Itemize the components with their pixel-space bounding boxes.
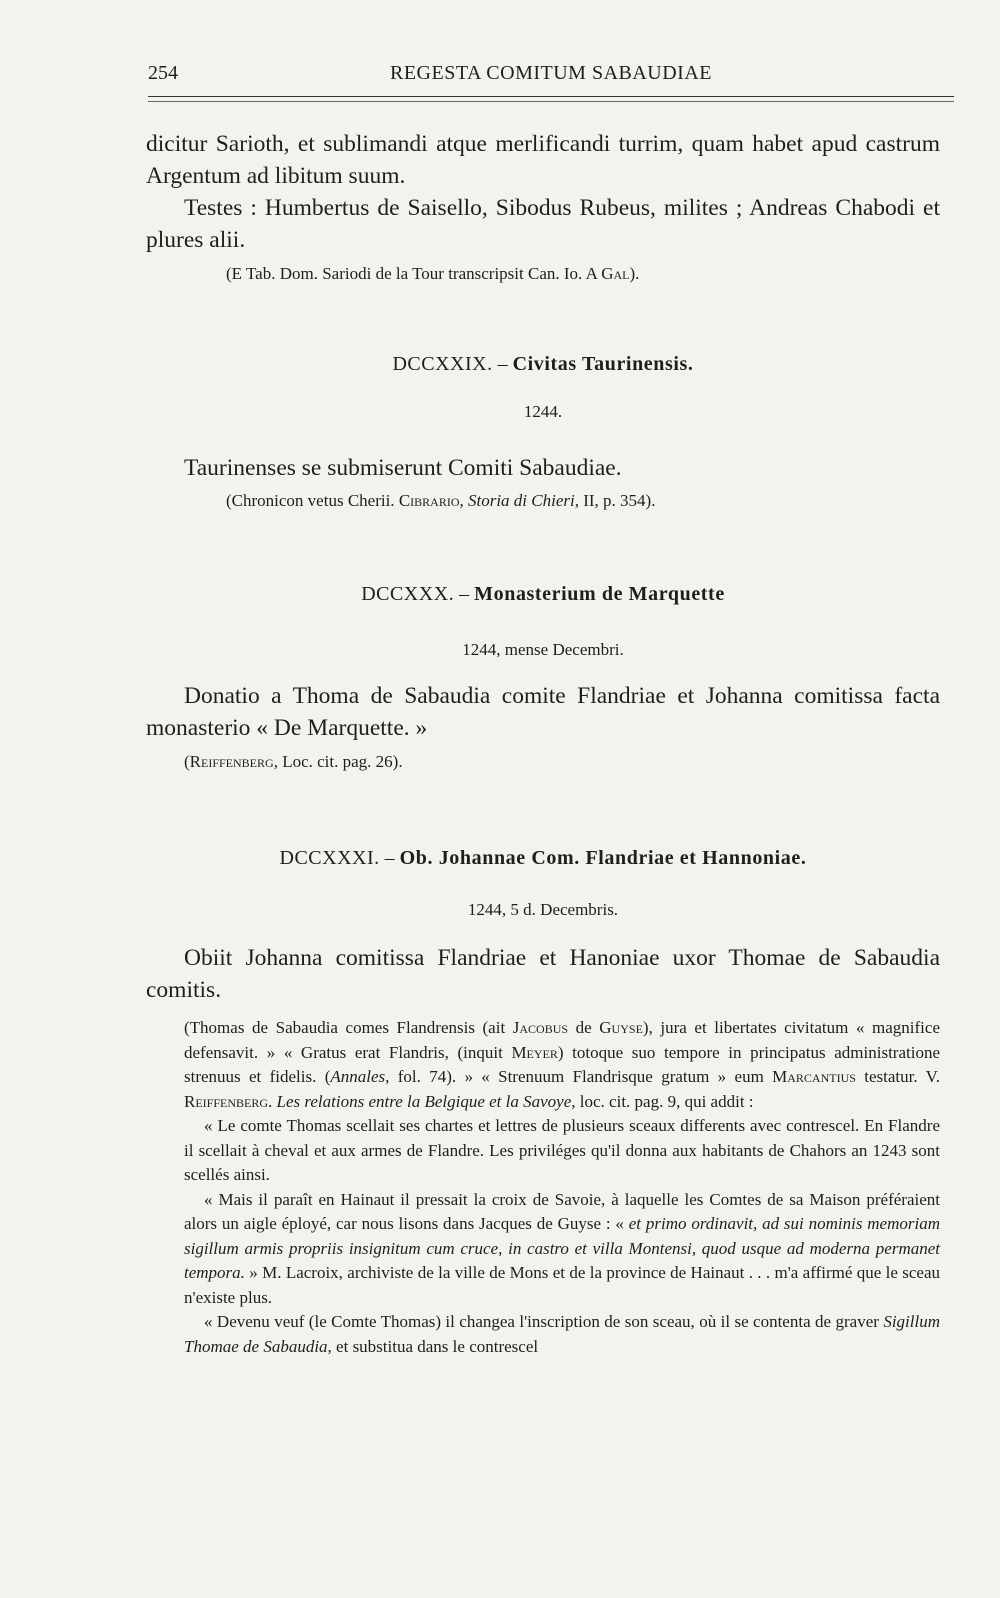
continuation-text: dicitur Sarioth, et sublimandi atque merlificandi turrim, quam habet apud castrum Argentum ad libitum suum. xyxy=(146,131,940,189)
running-title: REGESTA COMITUM SABAUDIAE xyxy=(389,62,713,84)
entry-date: 1244, 5 d. Decembris. xyxy=(467,900,619,919)
entry-text: Obiit Johanna comitissa Flandriae et Hanoniae uxor Thomae de Sabaudia comitis. xyxy=(146,945,940,1003)
header-rule-thin xyxy=(148,101,954,102)
entry-date: 1244, mense Decembri. xyxy=(462,640,624,659)
note-paragraph: « Devenu veuf (le Comte Thomas) il changea l'inscription de son sceau, où il se contenta de graver Sigillum Thomae de Sabaudia, et substitua dans le contrescel xyxy=(184,1312,940,1356)
header-rule xyxy=(148,96,954,97)
note-paragraph: « Mais il paraît en Hainaut il pressait la croix de Savoie, à laquelle les Comtes de sa Maison préféraient alors un aigle éployé, car nous lisons dans Jacques de Guyse : « et primo ordinavit, ad sui nominis memoriam sigillum armis propriis insignitum cum cruce, in castro et villa Montensi, quod usque ad moderna permanet tempora. » M. Lacroix, archiviste de la ville de Mons et de la province de Hainaut . . . m'a affirmé que le sceau n'existe plus. xyxy=(184,1189,940,1307)
commentary-notes xyxy=(184,1016,940,1359)
entry-heading-dccxxx: DCCXXX. – Monasterium de Marquette xyxy=(361,583,725,605)
continuation-source: (E Tab. Dom. Sariodi de la Tour transcripsit Can. Io. A Gal). xyxy=(226,264,640,283)
entry-heading-dccxxxi: DCCXXXI. – Ob. Johannae Com. Flandriae et Hannoniae. xyxy=(279,847,807,869)
continuation-testes: Testes : Humbertus de Saisello, Sibodus Rubeus, milites ; Andreas Chabodi et plures alii. xyxy=(146,195,940,253)
note-paragraph: (Thomas de Sabaudia comes Flandrensis (ait Jacobus de Guyse), jura et libertates civitatum « magnifice defensavit. » « Gratus erat Flandris, (inquit Meyer) totoque suo tempore in principatus administratione strenuus et fidelis. (Annales, fol. 74). » « Strenuum Flandrisque gratum » eum Marcantius testatur. V. Reiffenberg. Les relations entre la Belgique et la Savoye, loc. cit. pag. 9, qui addit : xyxy=(184,1018,940,1111)
page-header xyxy=(148,62,954,92)
entry-text: Donatio a Thoma de Sabaudia comite Flandriae et Johanna comitissa facta monasterio « De Marquette. » xyxy=(146,683,940,741)
entry-date: 1244. xyxy=(523,402,563,421)
entry-heading-dccxxix: DCCXXIX. – Civitas Taurinensis. xyxy=(392,353,694,375)
entry-source: (Reiffenberg, Loc. cit. pag. 26). xyxy=(184,752,403,771)
note-paragraph: « Le comte Thomas scellait ses chartes et lettres de plusieurs sceaux differents avec contrescel. En Flandre il scellait à cheval et aux armes de Flandre. Les priviléges qu'il donna aux habitants de Chahors an 1243 sont scellés ainsi. xyxy=(184,1116,940,1184)
entry-source: (Chronicon vetus Cherii. Cibrario, Storia di Chieri, II, p. 354). xyxy=(226,491,656,510)
entry-text: Taurinenses se submiserunt Comiti Sabaudiae. xyxy=(184,455,622,481)
page-number: 254 xyxy=(148,62,178,84)
